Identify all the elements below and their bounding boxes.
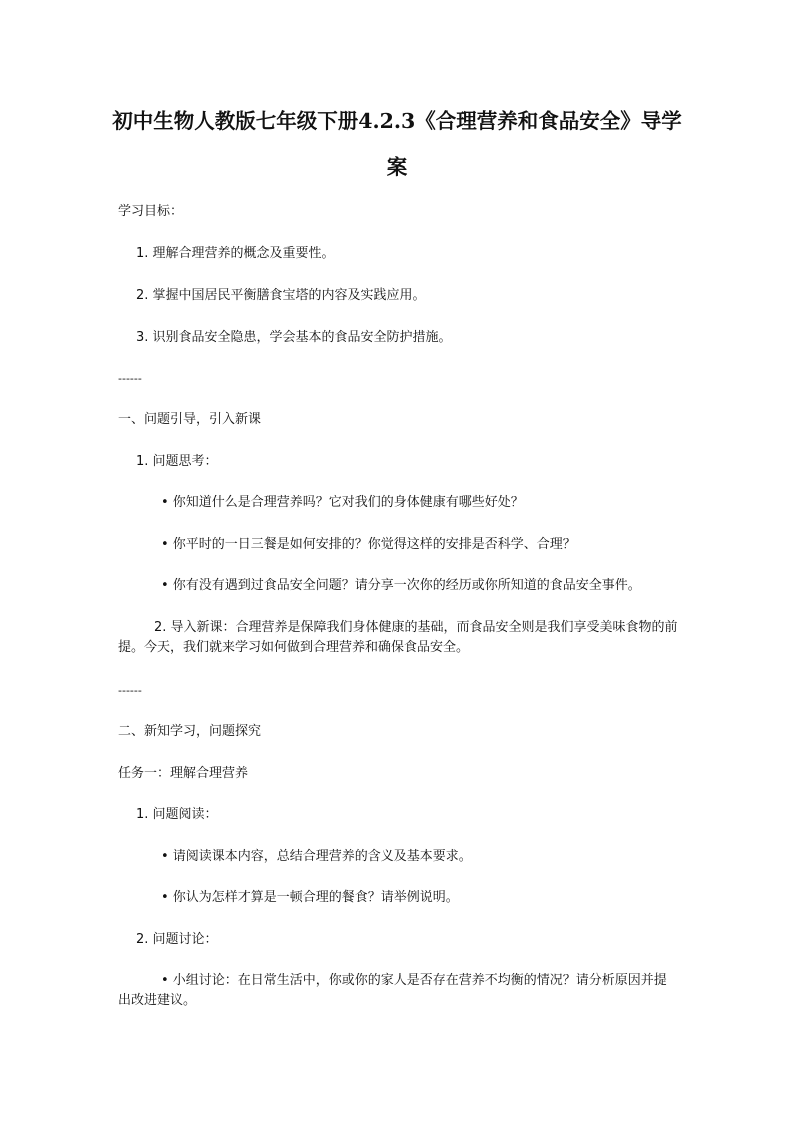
list-number: 1.	[136, 807, 149, 822]
separator-line: ------	[118, 372, 142, 385]
objective-text: 识别食品安全隐患，学会基本的食品安全防护措施。	[152, 330, 452, 345]
bullet-item-3: • 你有没有遇到过食品安全问题？请分享一次你的经历或你所知道的食品安全事件。	[161, 578, 641, 593]
question-read	[136, 806, 218, 824]
list-number: 2.	[136, 932, 149, 947]
bullet-item-read-2: • 你认为怎样才算是一顿合理的餐食？请举例说明。	[161, 890, 459, 905]
question-1	[136, 453, 218, 471]
task-heading: 任务一：理解合理营养	[118, 766, 249, 781]
intro-paragraph	[118, 618, 678, 658]
question-label: 问题讨论：	[152, 932, 218, 947]
intro-text: 导入新课：合理营养是保障我们身体健康的基础，而食品安全则是我们享受美味食物的前提。今天，我们就来学习如何做到合理营养和确保食品安全。	[118, 620, 678, 655]
list-number: 2.	[154, 620, 167, 635]
objective-text: 理解合理营养的概念及重要性。	[152, 246, 335, 261]
objective-text: 掌握中国居民平衡膳食宝塔的内容及实践应用。	[152, 288, 426, 303]
page-title: 初中生物人教版七年级下册4.2.3《合理营养和食品安全》导学案	[112, 109, 682, 179]
list-number: 3.	[136, 330, 149, 345]
question-label: 问题思考：	[152, 454, 218, 469]
section-heading-2: 二、新知学习，问题探究	[118, 724, 262, 739]
question-discuss	[136, 931, 218, 949]
section-heading-1: 一、问题引导，引入新课	[118, 412, 262, 427]
separator-line: ------	[118, 684, 142, 697]
objective-item-2	[136, 287, 426, 305]
bullet-item-1: • 你知道什么是合理营养吗？它对我们的身体健康有哪些好处？	[161, 495, 524, 510]
question-label: 问题阅读：	[152, 807, 218, 822]
bullet-item-read-1: • 请阅读课本内容，总结合理营养的含义及基本要求。	[161, 849, 472, 864]
discussion-paragraph: • 小组讨论：在日常生活中，你或你的家人是否存在营养不均衡的情况？请分析原因并提出改进建议。	[118, 973, 667, 1008]
bullet-item-2: • 你平时的一日三餐是如何安排的？你觉得这样的安排是否科学、合理？	[161, 537, 576, 552]
list-number: 1.	[136, 246, 149, 261]
objective-item-3	[136, 329, 452, 347]
objectives-label: 学习目标：	[118, 204, 184, 219]
objective-item-1	[136, 245, 335, 263]
list-number: 2.	[136, 288, 149, 303]
list-number: 1.	[136, 454, 149, 469]
